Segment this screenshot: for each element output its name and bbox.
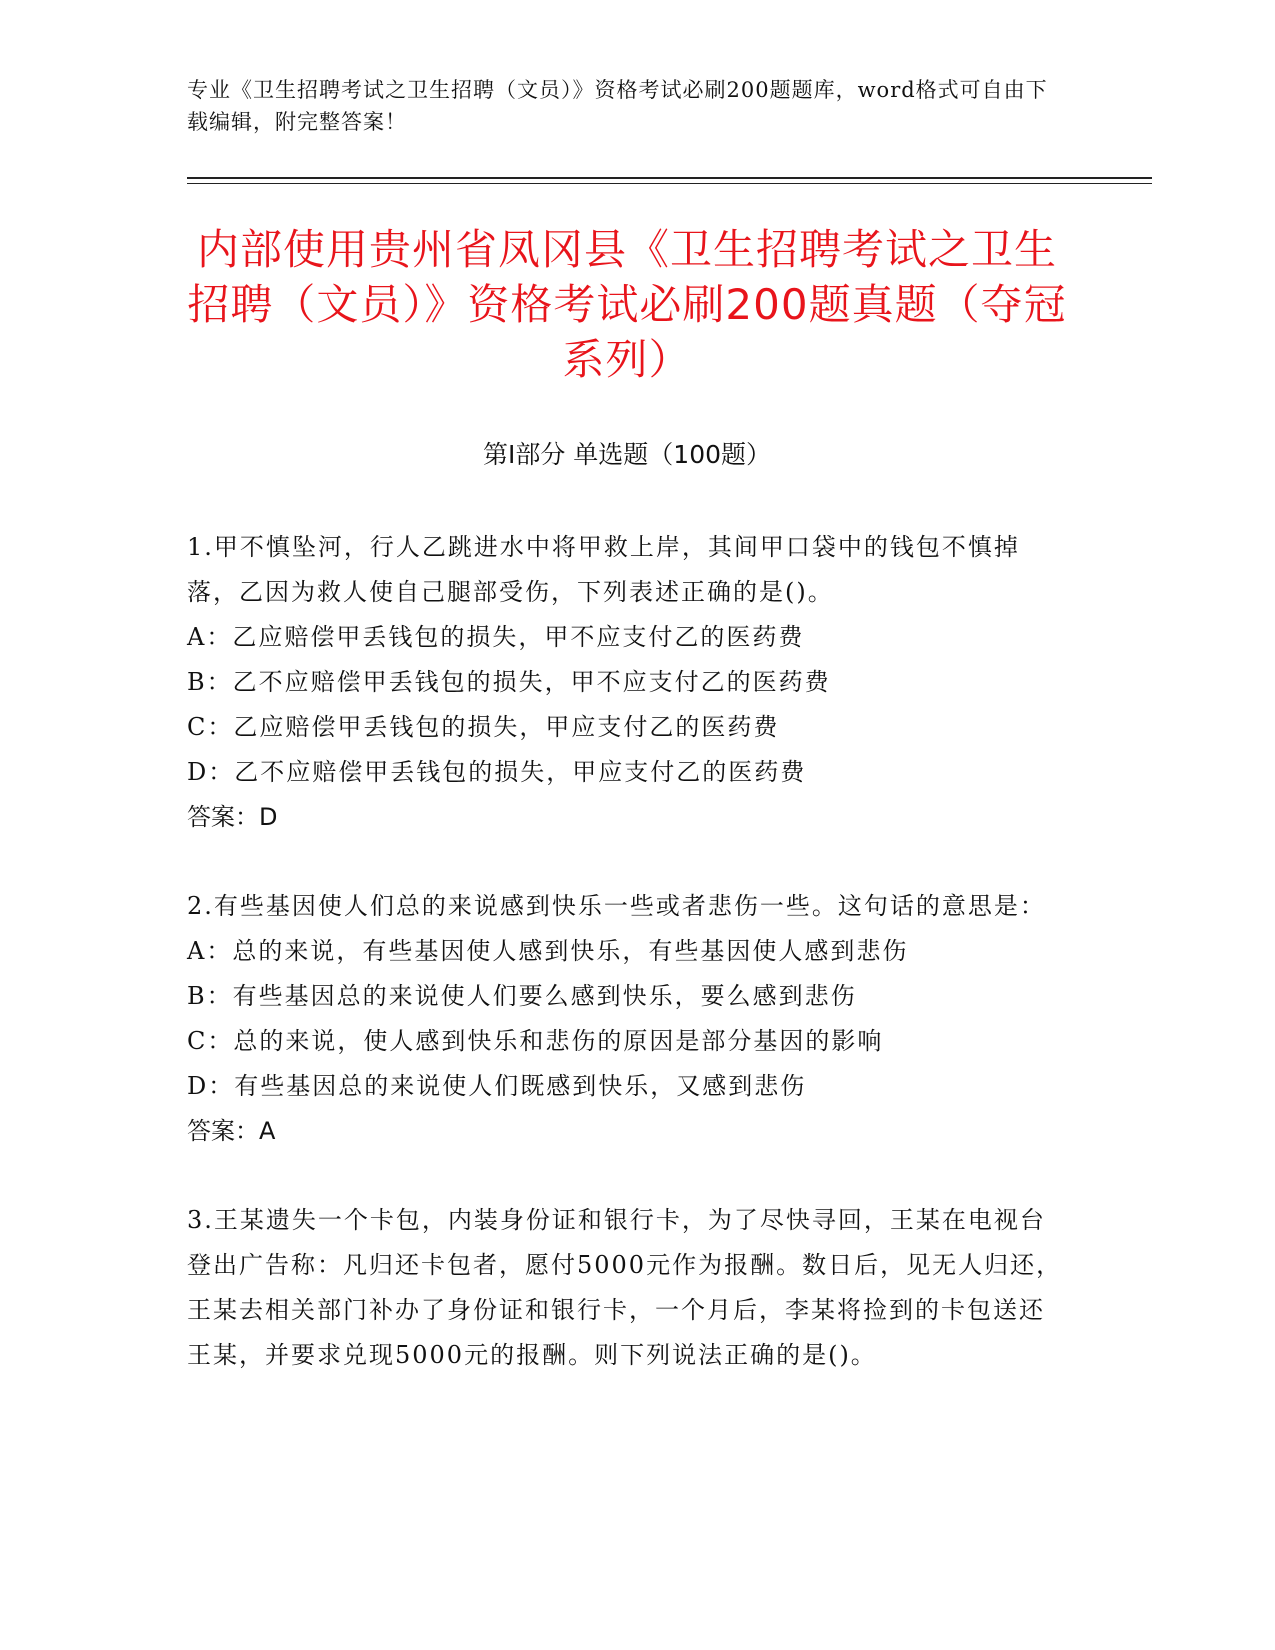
page-title: 内部使用贵州省凤冈县《卫生招聘考试之卫生招聘（文员）》资格考试必刷200题真题（夺冠系列）	[187, 225, 1067, 384]
option-b: B：乙不应赔偿甲丢钱包的损失，甲不应支付乙的医药费	[187, 668, 831, 696]
option-c: C：乙应赔偿甲丢钱包的损失，甲应支付乙的医药费	[187, 713, 780, 741]
question-stem: 3.王某遗失一个卡包，内装身份证和银行卡，为了尽快寻回，王某在电视台登出广告称：凡归还卡包者，愿付5000元作为报酬。数日后，见无人归还，王某去相关部门补办了身份证和银行卡，一个月后，李某将捡到的卡包送还王某，并要求兑现5000元的报酬。则下列说法正确的是()。	[187, 1206, 1063, 1369]
option-a: A：乙应赔偿甲丢钱包的损失，甲不应支付乙的医药费	[187, 623, 805, 651]
question-stem: 2.有些基因使人们总的来说感到快乐一些或者悲伤一些。这句话的意思是：	[187, 892, 1046, 920]
section-title: 第I部分 单选题（100题）	[482, 440, 772, 469]
option-c: C：总的来说，使人感到快乐和悲伤的原因是部分基因的影响	[187, 1027, 884, 1055]
answer-label: 答案：A	[187, 1117, 276, 1145]
answer-label: 答案：D	[187, 803, 278, 831]
header-divider-thin	[187, 183, 1152, 184]
header-note: 专业《卫生招聘考试之卫生招聘（文员）》资格考试必刷200题题库，word格式可自由下载编辑，附完整答案！	[187, 78, 1048, 134]
option-b: B：有些基因总的来说使人们要么感到快乐，要么感到悲伤	[187, 982, 857, 1010]
header-divider-thick	[187, 177, 1152, 179]
option-d: D：有些基因总的来说使人们既感到快乐，又感到悲伤	[187, 1072, 807, 1100]
question-2	[187, 884, 1067, 1154]
option-d: D：乙不应赔偿甲丢钱包的损失，甲应支付乙的医药费	[187, 758, 807, 786]
question-3	[187, 1198, 1067, 1378]
option-a: A：总的来说，有些基因使人感到快乐，有些基因使人感到悲伤	[187, 937, 909, 965]
question-1	[187, 525, 1067, 840]
question-stem: 1.甲不慎坠河，行人乙跳进水中将甲救上岸，其间甲口袋中的钱包不慎掉落，乙因为救人使自己腿部受伤，下列表述正确的是()。	[187, 533, 1020, 606]
question-list	[187, 525, 1067, 1422]
